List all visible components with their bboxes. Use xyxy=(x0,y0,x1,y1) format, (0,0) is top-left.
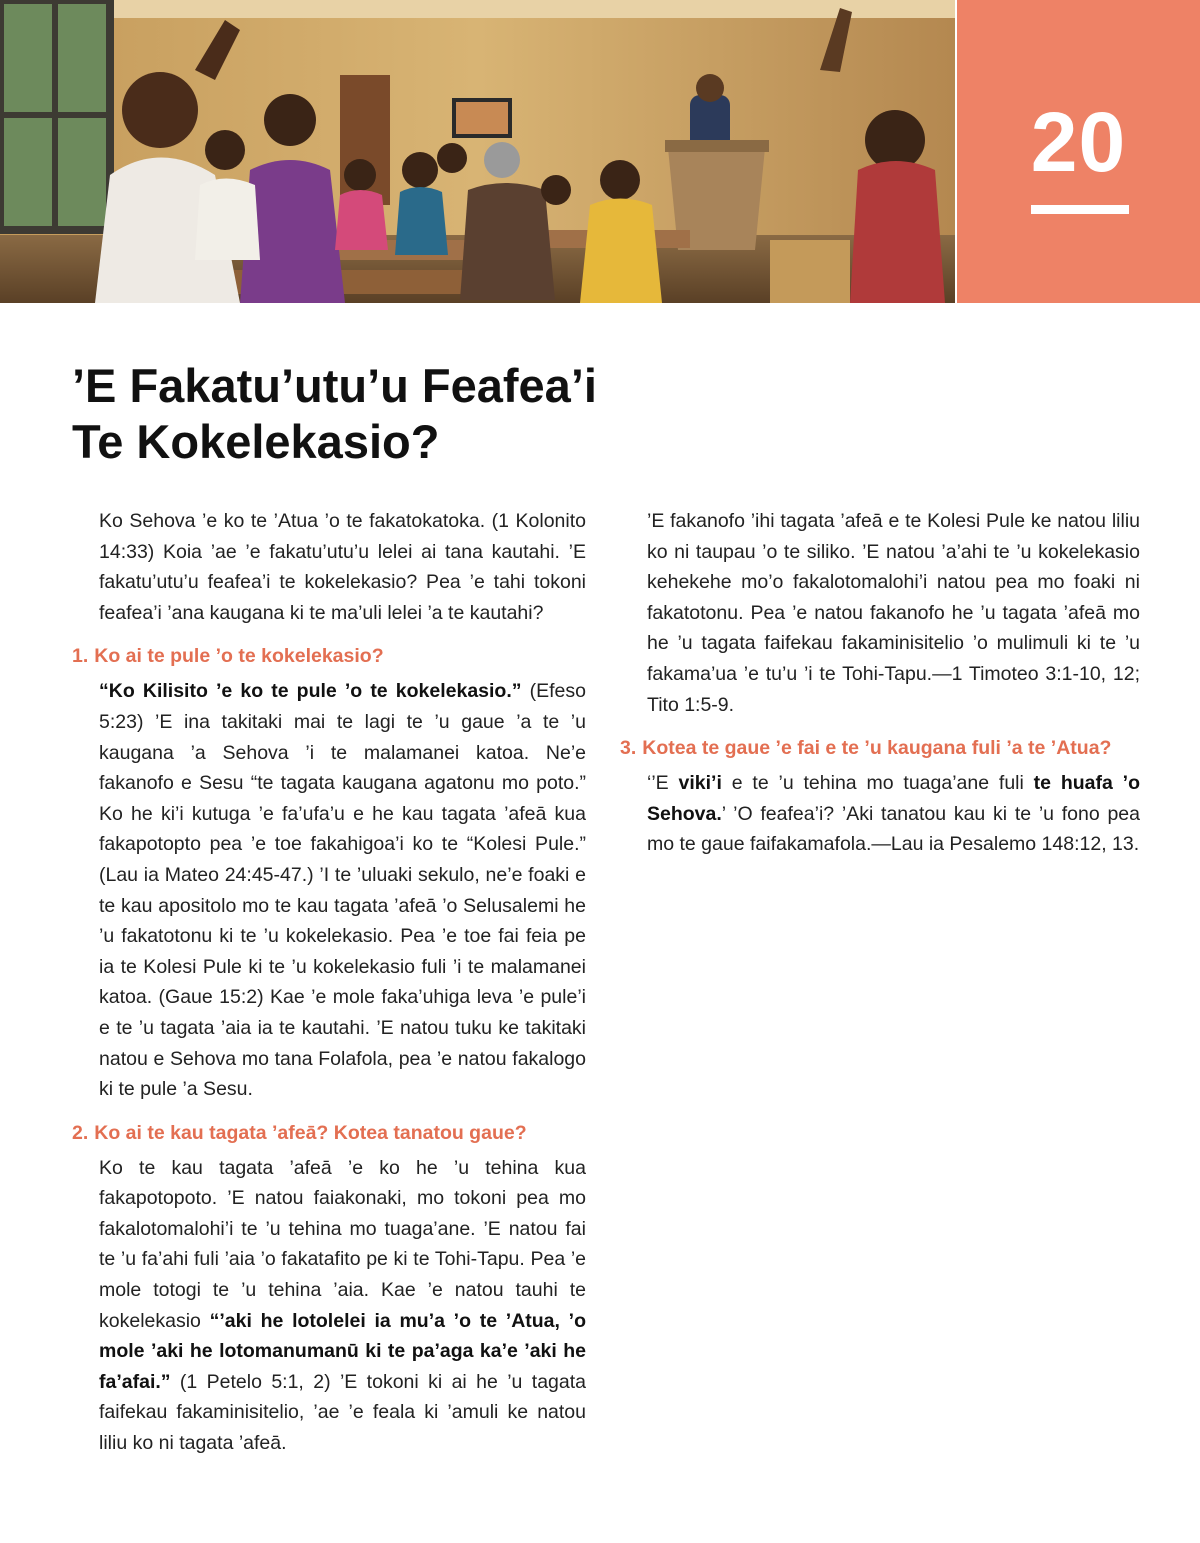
answer-2-paragraph xyxy=(72,1153,586,1459)
answer-3-body-b: e te ’u tehina mo tuaga’ane fuli xyxy=(721,772,1034,795)
answer-1-bold: “Ko Kilisito ’e ko te pule ’o te kokelekasio.” xyxy=(99,680,522,703)
title-line-1: ’E Fakatu’utu’u Feafea’i xyxy=(72,359,597,412)
lesson-number: 20 xyxy=(1030,95,1127,189)
question-2-heading xyxy=(72,1119,586,1147)
answer-3-bold-a: viki’i xyxy=(678,772,722,795)
answer-3-paragraph xyxy=(620,768,1140,860)
answer-2-body-a: Ko te kau tagata ’afeā ’e ko he ’u tehina kua fakapotopoto. ’E natou faiakonaki, mo tokoni pea mo fakalotomalohi’i te ’u tehina mo tuaga’ane. ’E natou fai te ’u fa’ahi fuli ’aia ’o fakatafito pe ki te Tohi-Tapu. Pea ’e mole totogi te ’u tehina ’aia. Kae ’e natou tauhi te kokelekasio xyxy=(99,1156,586,1332)
lesson-number-panel xyxy=(957,0,1200,303)
question-1-number: 1. xyxy=(72,645,89,668)
hero-illustration xyxy=(0,0,955,303)
page-title xyxy=(72,358,772,470)
question-1-heading xyxy=(72,642,586,670)
answer-3-body-a: ‘’E xyxy=(647,772,679,795)
question-3-text: Kotea te gaue ’e fai e te ’u kaugana fuli ’a te ’Atua? xyxy=(642,737,1112,760)
answer-1-paragraph xyxy=(72,676,586,1104)
lesson-number-underline xyxy=(1031,205,1129,214)
answer-2-body-b: (1 Petelo 5:1, 2) ’E tokoni ki ai he ’u tagata faifekau fakaminisitelio, ’ae ’e feala ki ’amuli ke natou liliu ko ni tagata ’afeā. xyxy=(99,1370,586,1455)
title-line-2: Te Kokelekasio? xyxy=(72,415,440,468)
answer-2-bold: “’aki he lotolelei ia mu’a ’o te ’Atua, ’o mole ’aki he lotomanumanū ki te pa’aga ka’e ’aki he fa’afai.” xyxy=(99,1309,586,1393)
question-2-number: 2. xyxy=(72,1121,89,1144)
left-column xyxy=(72,506,586,1473)
answer-2-paragraph-2: ’E fakanofo ’ihi tagata ’afeā e te Kolesi Pule ke natou liliu ko ni taupau ’o te siliko. ’E natou ’a’ahi te ’u kokelekasio kehekehe mo’o fakalotomalohi’i natou pea mo foaki ni fakatotonu. Pea ’e natou fakanofo he ’u tagata ’afeā mo he ’u tagata faifekau fakaminisitelio ’o mulimuli ki te ’u fakama’ua ’e tu’u ’i te Tohi-Tapu.—1 Timoteo 3:1-10, 12; Tito 1:5-9. xyxy=(647,510,1140,716)
answer-3-body-c: ’ ’O feafea’i? ’Aki tanatou kau ki te ’u fono pea mo te gaue faifakamafola.—Lau ia Pesalemo 148:12, 13. xyxy=(647,802,1140,856)
answer-3-bold-b: te huafa ’o Sehova. xyxy=(647,772,1141,825)
answer-1-body: (Efeso 5:23) ’E ina takitaki mai te lagi te ’u gaue ’a te ’u kaugana ’a Sehova ’i te malamanei katoa. Ne’e fakanofo e Sesu “te tagata kaugana agatonu mo poto.” Ko he ki’i kutuga ’e fa’ufa’u e he kau tagata ’afeā kua fakapotopto pea ’e toe fakahigoa’i ko te “Kolesi Pule.” (Lau ia Mateo 24:45-47.) ’I te ’uluaki sekulo, ne’e foaki e te kau apositolo mo te kau tagata ’afeā ’o Selusalemi he ’u fakatotonu ki te ’u kokelekasio. Pea ’e toe fai feia pe ia te Kolesi Pule ki te ’u kokelekasio fuli ’i te malamanei katoa. (Gaue 15:2) Kae ’e mole faka’uhiga leva ’e pule’i e te ’u tagata ’aia ia te kautahi. ’E natou tuku ke takitaki natou e Sehova mo tana Folafola, pea ’e natou fakalogo ki te pule ’a Sesu. xyxy=(99,680,586,1101)
question-3-heading xyxy=(620,734,1140,762)
question-3-number: 3. xyxy=(620,737,637,760)
question-1-text: Ko ai te pule ’o te kokelekasio? xyxy=(94,645,384,668)
right-column xyxy=(620,506,1140,874)
intro-paragraph: Ko Sehova ’e ko te ’Atua ’o te fakatokatoka. (1 Kolonito 14:33) Koia ’ae ’e fakatu’utu’u lelei ai tana kautahi. ’E fakatu’utu’u feafea’i te kokelekasio? Pea ’e tahi tokoni feafea’i ’ana kaugana ki te ma’uli lelei ’a te kautahi? xyxy=(99,510,586,624)
question-2-text: Ko ai te kau tagata ’afeā? Kotea tanatou gaue? xyxy=(94,1121,527,1144)
